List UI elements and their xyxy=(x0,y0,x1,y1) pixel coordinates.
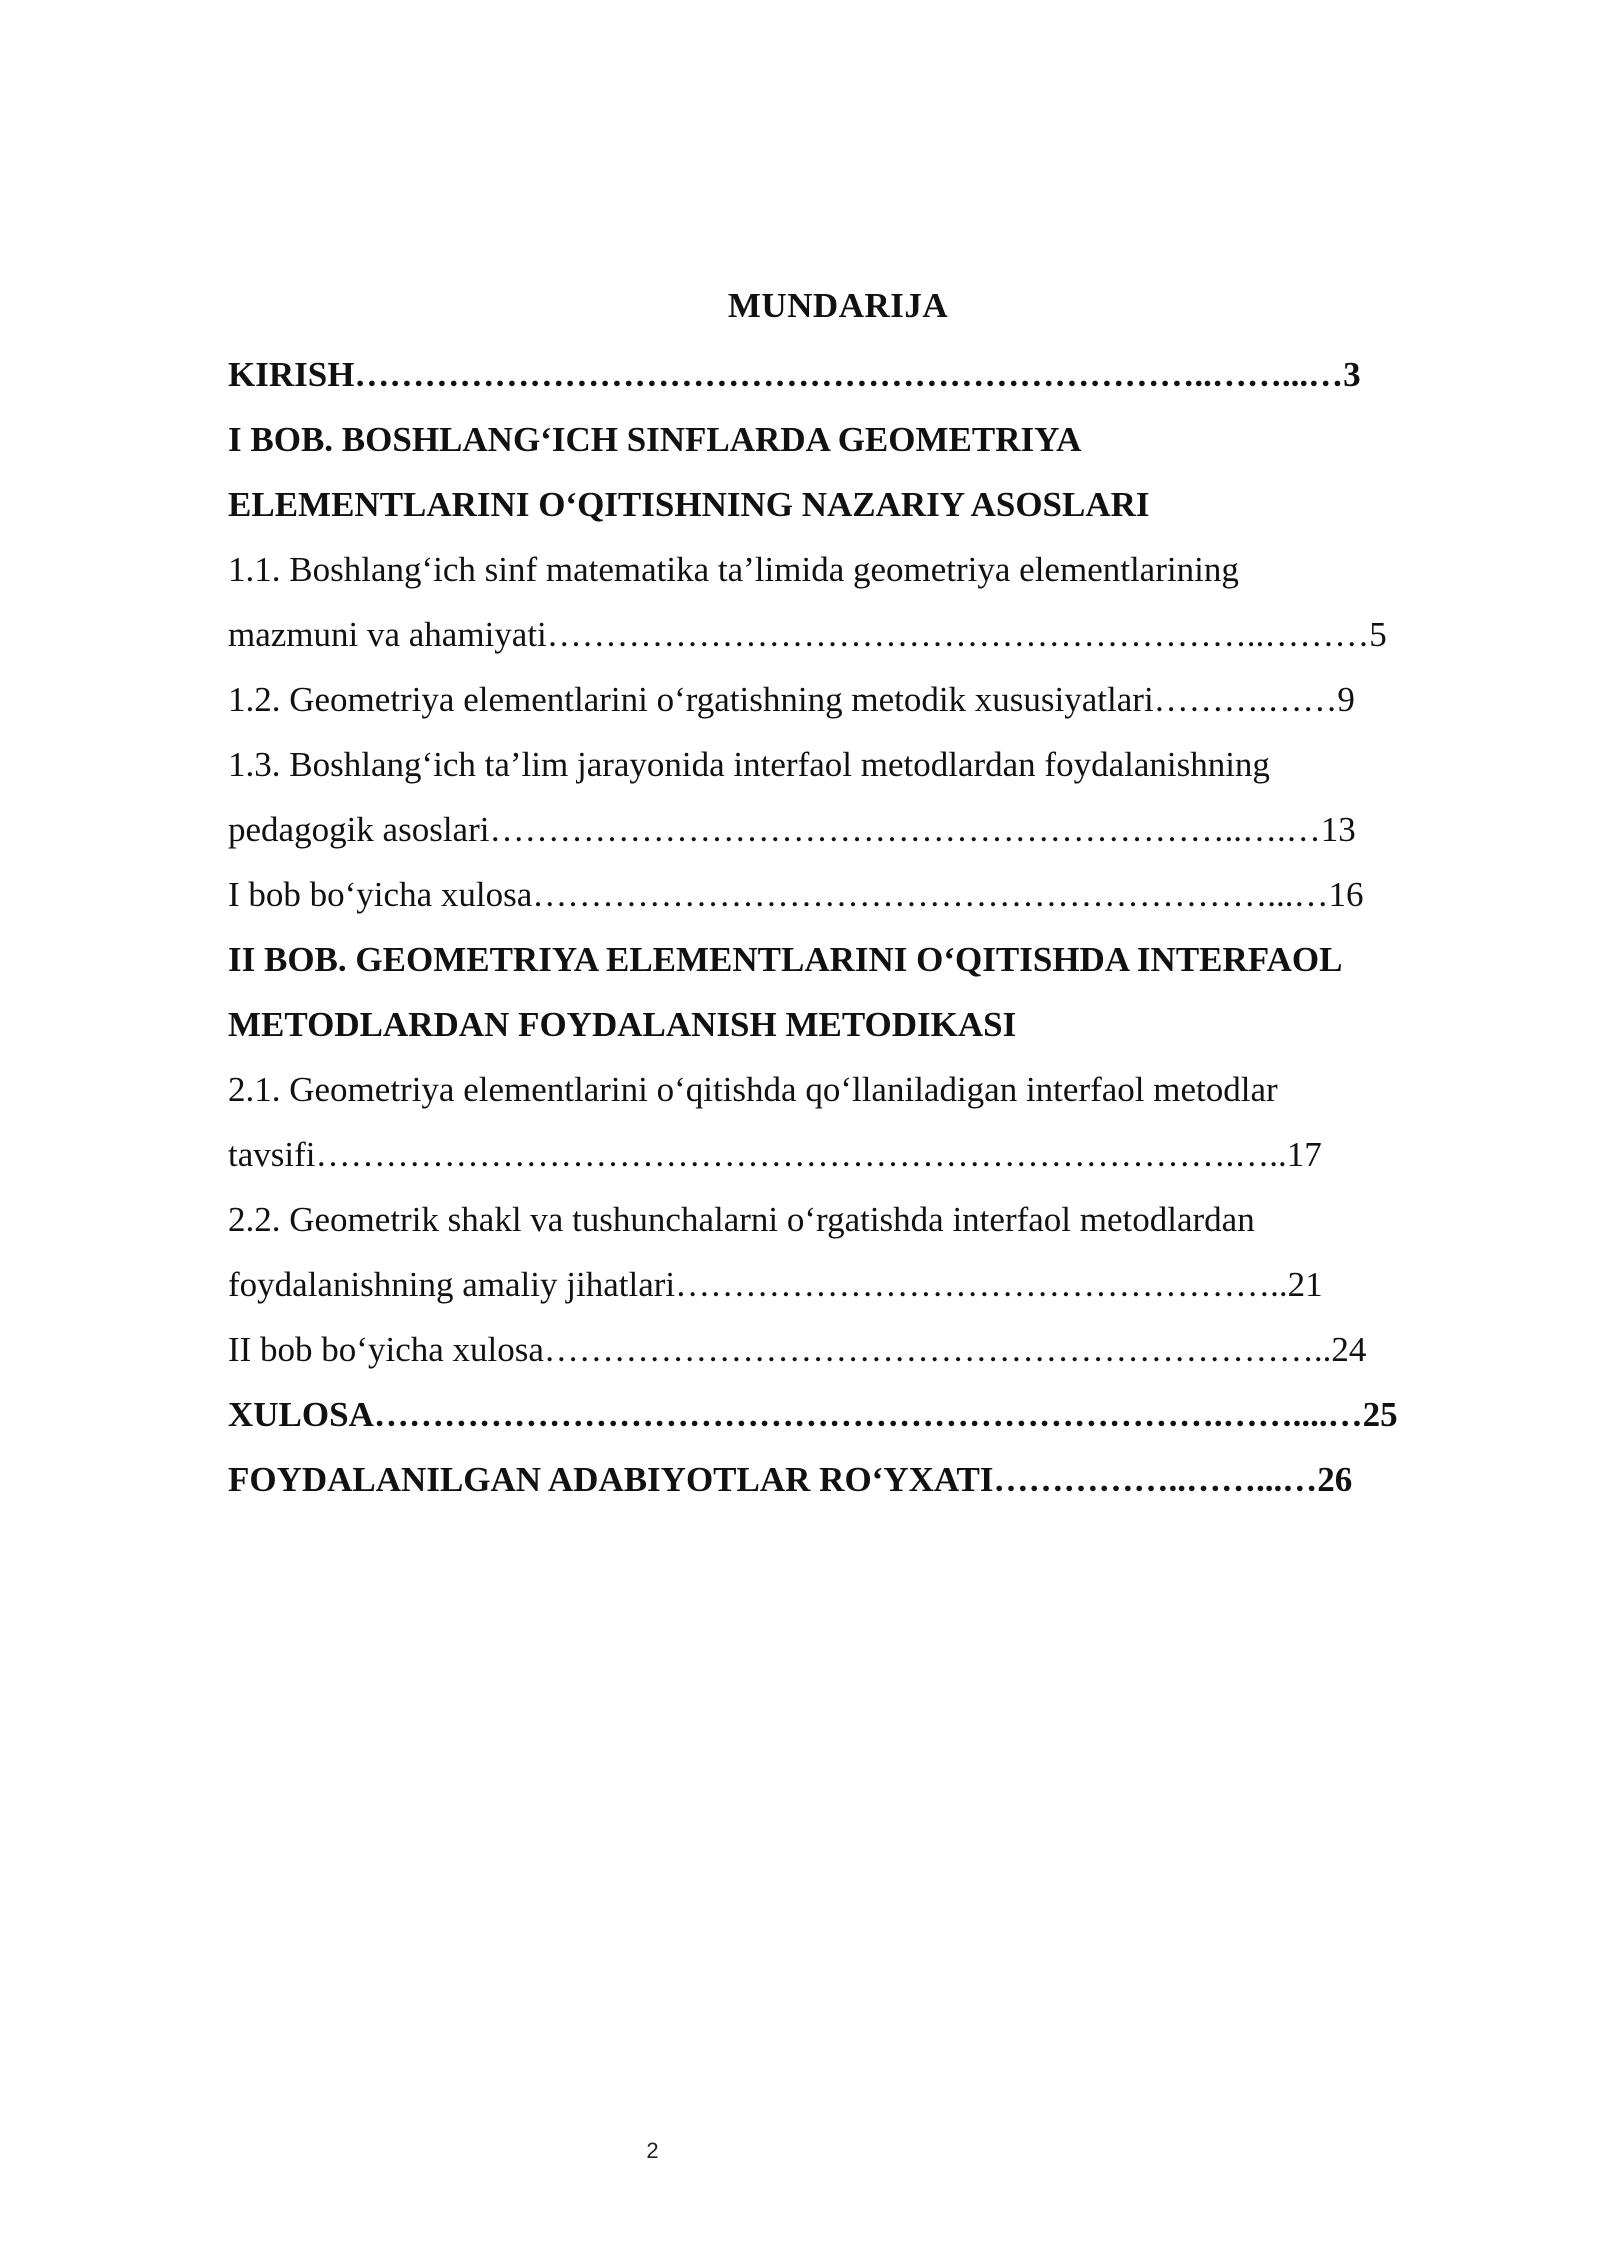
toc-entry-references: FOYDALANILGAN ADABIYOTLAR RO‘YXATI……………..……...…26 xyxy=(228,1460,1353,1499)
toc-entry-1-3-line-1: 1.3. Boshlang‘ich ta’lim jarayonida interfaol metodlardan foydalanishning xyxy=(228,745,1270,784)
toc-entry-xulosa: XULOSA……………………………………………………………….……....…25 xyxy=(228,1395,1398,1434)
table-of-contents xyxy=(228,278,1448,1512)
toc-entry-1-3-line-2: pedagogik asoslari………………………………………………………..….…13 xyxy=(228,810,1356,849)
toc-chapter-1-heading-line-1: I BOB. BOSHLANG‘ICH SINFLARDA GEOMETRIYA xyxy=(228,420,1082,459)
toc-entry-chapter-1-conclusion: I bob bo‘yicha xulosa………………………………………………………...…16 xyxy=(228,875,1364,914)
page-number: 2 xyxy=(646,2138,659,2163)
toc-chapter-2-heading-line-1: II BOB. GEOMETRIYA ELEMENTLARINI O‘QITISHDA INTERFAOL xyxy=(228,940,1343,979)
toc-chapter-2-heading-line-2: METODLARDAN FOYDALANISH METODIKASI xyxy=(228,1005,1017,1044)
toc-entry-kirish: KIRISH………………………………………………………………..……...…3 xyxy=(228,355,1361,394)
toc-entry-2-1-line-1: 2.1. Geometriya elementlarini o‘qitishda qo‘llaniladigan interfaol metodlar xyxy=(228,1070,1278,1109)
toc-entry-chapter-2-conclusion: II bob bo‘yicha xulosa…………………………………………………………..24 xyxy=(228,1330,1367,1369)
toc-entry-2-2-line-1: 2.2. Geometrik shakl va tushunchalarni o‘rgatishda interfaol metodlardan xyxy=(228,1200,1255,1239)
toc-entry-1-1-line-2: mazmuni va ahamiyati……………………………………………………..………5 xyxy=(228,615,1387,654)
toc-title: MUNDARIJA xyxy=(727,286,949,325)
toc-entry-2-1-line-2: tavsifi…………………………………………………………………….…..17 xyxy=(228,1135,1322,1174)
toc-chapter-1-heading-line-2: ELEMENTLARINI O‘QITISHNING NAZARIY ASOSLARI xyxy=(228,485,1150,524)
toc-entry-1-1-line-1: 1.1. Boshlang‘ich sinf matematika ta’limida geometriya elementlarining xyxy=(228,550,1239,589)
toc-entry-2-2-line-2: foydalanishning amaliy jihatlari……………………………………………..21 xyxy=(228,1265,1323,1304)
toc-entry-1-2: 1.2. Geometriya elementlarini o‘rgatishning metodik xususiyatlari……….……9 xyxy=(228,680,1355,719)
